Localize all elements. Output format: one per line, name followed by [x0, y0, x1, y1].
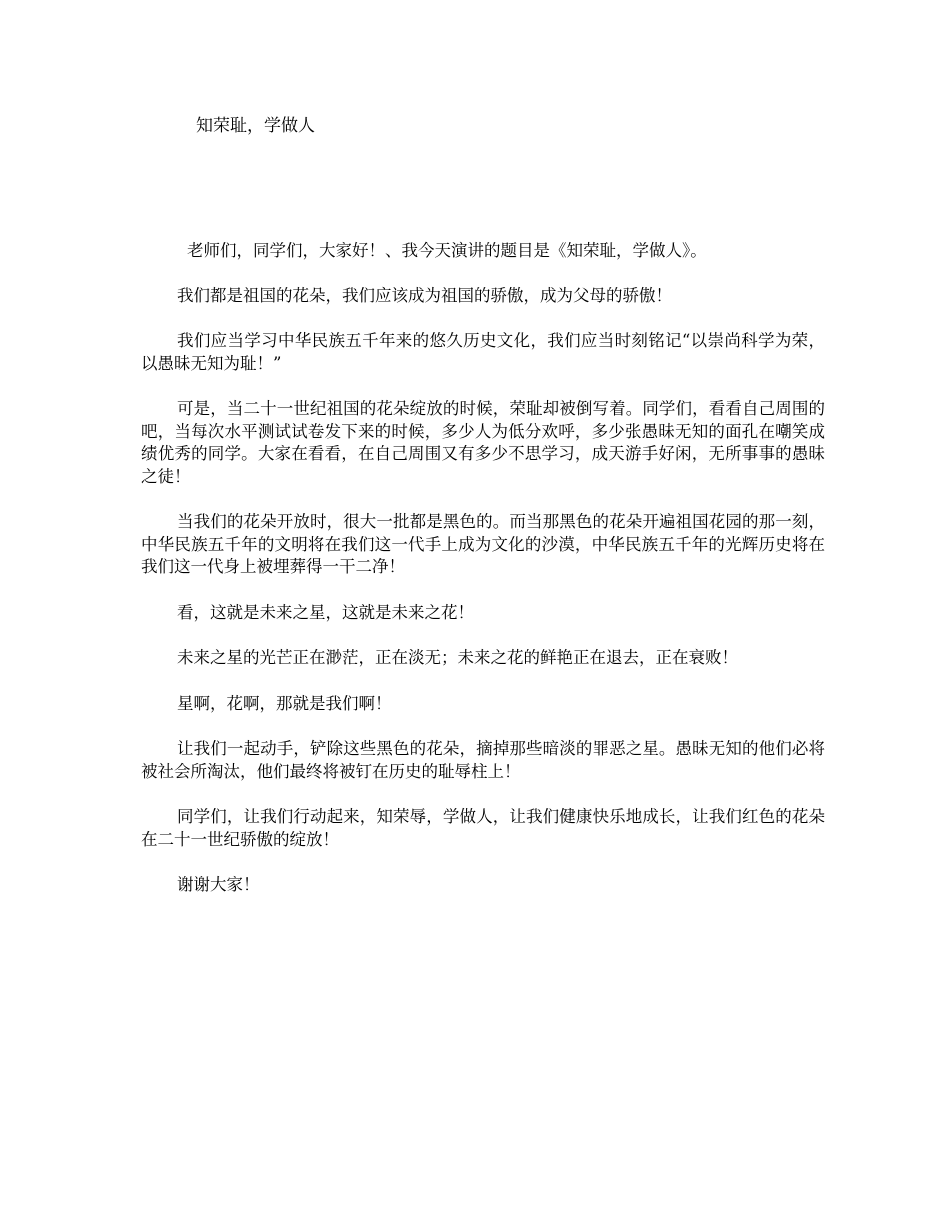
paragraph: 当我们的花朵开放时，很大一批都是黑色的。而当那黑色的花朵开遍祖国花园的那一刻，中华民族五千年的文明将在我们这一代手上成为文化的沙漠，中华民族五千年的光辉历史将在我们这一代身上被埋葬得一干二净！ [141, 512, 825, 576]
document-title: 知荣耻，学做人 [196, 116, 315, 136]
paragraph-greeting: 老师们，同学们，大家好！、我今天演讲的题目是《知荣耻，学做人》。 [187, 241, 707, 260]
paragraph: 我们都是祖国的花朵，我们应该成为祖国的骄傲，成为父母的骄傲！ [177, 285, 672, 305]
paragraph: 同学们，让我们行动起来，知荣辱，学做人，让我们健康快乐地成长，让我们红色的花朵在二十一世纪骄傲的绽放！ [141, 807, 825, 849]
paragraph: 可是，当二十一世纪祖国的花朵绽放的时候，荣耻却被倒写着。同学们，看看自己周围的吧，当每次水平测试试卷发下来的时候，多少人为低分欢呼，多少张愚昧无知的面孔在嘲笑成绩优秀的同学。大家在看看，在自己周围又有多少不思学习，成天游手好闲，无所事事的愚昧之徒！ [141, 399, 825, 486]
paragraph: 未来之星的光芒正在渺茫，正在淡无；未来之花的鲜艳正在退去，正在衰败！ [177, 648, 738, 667]
paragraph: 让我们一起动手，铲除这些黑色的花朵，摘掉那些暗淡的罪恶之星。愚昧无知的他们必将被社会所淘汰，他们最终将被钉在历史的耻辱柱上！ [141, 739, 825, 781]
paragraph-closing: 谢谢大家！ [177, 875, 260, 894]
document-body [141, 240, 825, 897]
paragraph: 看，这就是未来之星，这就是未来之花！ [177, 602, 474, 622]
paragraph: 我们应当学习中华民族五千年来的悠久历史文化，我们应当时刻铭记“以崇尚科学为荣，以愚昧无知为耻！” [141, 331, 825, 373]
paragraph: 星啊，花啊，那就是我们啊！ [177, 693, 392, 713]
